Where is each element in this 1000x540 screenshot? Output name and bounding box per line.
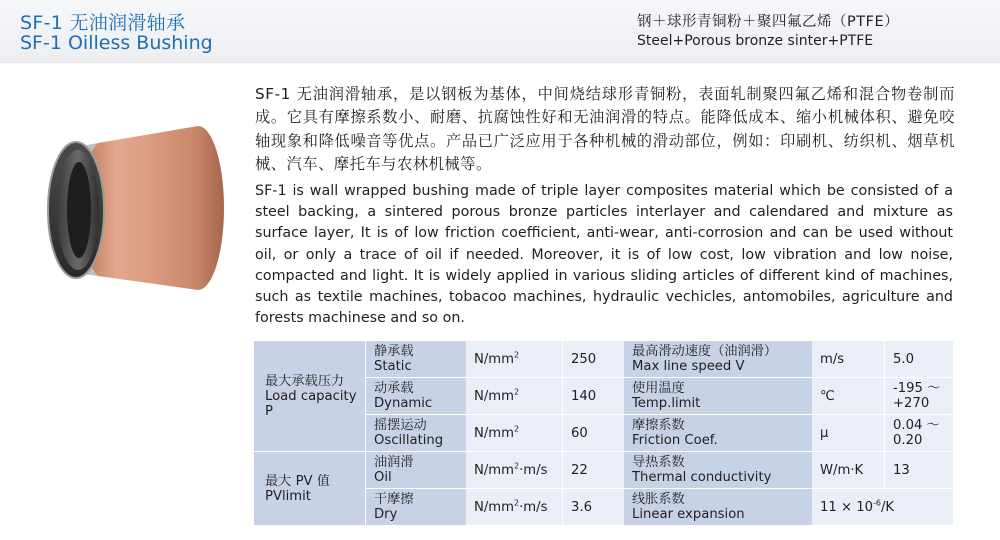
unit-cell [466, 415, 563, 452]
property-en: Dynamic [374, 396, 433, 411]
property2-en: Thermal conductivity [632, 470, 772, 485]
unit-text: N/mm [474, 425, 515, 441]
group-label-en: PVlimit [265, 488, 311, 504]
property2-en: Max line speed V [632, 359, 745, 374]
unit-text: N/mm [474, 499, 515, 515]
property-cn: 摇摆运动 [374, 418, 427, 433]
property2-cn: 使用温度 [632, 381, 685, 396]
unit-sup: 2 [514, 387, 520, 397]
property-en: Dry [374, 507, 398, 522]
unit-sup: 2 [514, 350, 520, 360]
property2-en: Friction Coef. [632, 433, 718, 448]
property2-cn: 线胀系数 [632, 492, 685, 507]
bushing-product-image [28, 118, 228, 298]
property2-cell [624, 341, 812, 378]
unit-tail: ·m/s [519, 499, 548, 515]
unit-text: N/mm [474, 388, 515, 404]
property2-cell [624, 415, 812, 452]
value-cell: 22 [563, 452, 625, 489]
description-en: SF-1 is wall wrapped bushing made of triple layer composites material which be consisted of a steel backing, a sintered porous bronze particles interlayer and calendared and mixture as surface layer, It is of low friction coefficient, anti-wear, anti-corrosion and can be used without oil, or only a trace of oil if needed. Moreover, it is of low cost, low vibration and low noise, compacted and light. It is widely applied in various sliding articles of different kind of machines, such as textile machines, tobacoo machines, hydraulic vechicles, antomobiles, agriculture and forests machinese and so on. [255, 183, 953, 327]
value2-cell: -195 ～ +270 [885, 378, 954, 415]
value2-cell: 13 [885, 452, 954, 489]
value-cell: 3.6 [563, 489, 625, 526]
table-row [254, 452, 953, 489]
property2-en: Linear expansion [632, 507, 745, 522]
unit2-tail: /K [880, 499, 895, 515]
unit-cell [466, 489, 563, 526]
unit-cell [466, 378, 563, 415]
unit-cell [466, 341, 563, 378]
group-label-cn: 最大承载压力 [265, 373, 345, 389]
property2-cell [624, 489, 812, 526]
unit2-cell: m/s [812, 341, 885, 378]
property-cell [366, 378, 467, 415]
title-en: SF-1 Oilless Bushing [20, 32, 213, 54]
property2-cn: 导热系数 [632, 455, 685, 470]
unit-cell [466, 452, 563, 489]
unit2-sup: -6 [873, 498, 881, 508]
property-cell [366, 341, 467, 378]
description-cn: SF-1 无油润滑轴承，是以钢板为基体，中间烧结球形青铜粉，表面轧制聚四氟乙烯和混合物卷制而成。它具有摩擦系数小、耐磨、抗腐蚀性好和无油润滑的特点。能降低成本、缩小机械体积、避免咬轴现象和降低噪音等优点。产品已广泛应用于各种机械的滑动部位，例如：印刷机、纺织机、烟草机械、汽车、摩托车与农林机械等。 [255, 85, 955, 173]
unit2-cell: μ [812, 415, 885, 452]
property-cn: 动承载 [374, 381, 414, 396]
property-cn: 干摩擦 [374, 492, 414, 507]
unit-tail: ·m/s [519, 462, 548, 478]
unit2-cell: W/m·K [812, 452, 885, 489]
group-label-cn: 最大 PV 值 [265, 473, 330, 489]
property-cell [366, 415, 467, 452]
property-cn: 油润滑 [374, 455, 414, 470]
property-en: Oscillating [374, 433, 444, 448]
material-cn: 钢＋球形青铜粉＋聚四氟乙烯（PTFE） [637, 14, 900, 30]
group-label-en: Load capacity P [265, 388, 357, 419]
unit2-cell: ℃ [812, 378, 885, 415]
property2-cell [624, 452, 812, 489]
group-load-capacity [254, 341, 366, 452]
spec-table [254, 341, 953, 526]
value2-cell: 5.0 [885, 341, 954, 378]
unit-text: N/mm [474, 462, 515, 478]
unit2-cell [812, 489, 953, 526]
table-row [254, 341, 953, 378]
property-cell [366, 452, 467, 489]
value2-cell: 0.04 ～ 0.20 [885, 415, 954, 452]
property-cell [366, 489, 467, 526]
unit-sup: 2 [514, 424, 520, 434]
property-cn: 静承载 [374, 344, 414, 359]
property2-cn: 摩擦系数 [632, 418, 685, 433]
header-banner [0, 0, 1000, 63]
property-en: Oil [374, 470, 392, 485]
value-cell: 250 [563, 341, 625, 378]
property2-cn: 最高滑动速度（油润滑） [632, 344, 778, 359]
unit-sup: 2 [514, 498, 520, 508]
property-en: Static [374, 359, 412, 374]
value-cell: 140 [563, 378, 625, 415]
group-pv-limit [254, 452, 366, 526]
unit-text: N/mm [474, 351, 515, 367]
property2-en: Temp.limit [632, 396, 701, 411]
material-en: Steel+Porous bronze sinter+PTFE [637, 33, 874, 49]
unit2-text: 11 × 10 [820, 499, 873, 515]
property2-cell [624, 378, 812, 415]
title-cn: SF-1 无油润滑轴承 [20, 12, 186, 34]
value-cell: 60 [563, 415, 625, 452]
unit-sup: 2 [514, 461, 520, 471]
